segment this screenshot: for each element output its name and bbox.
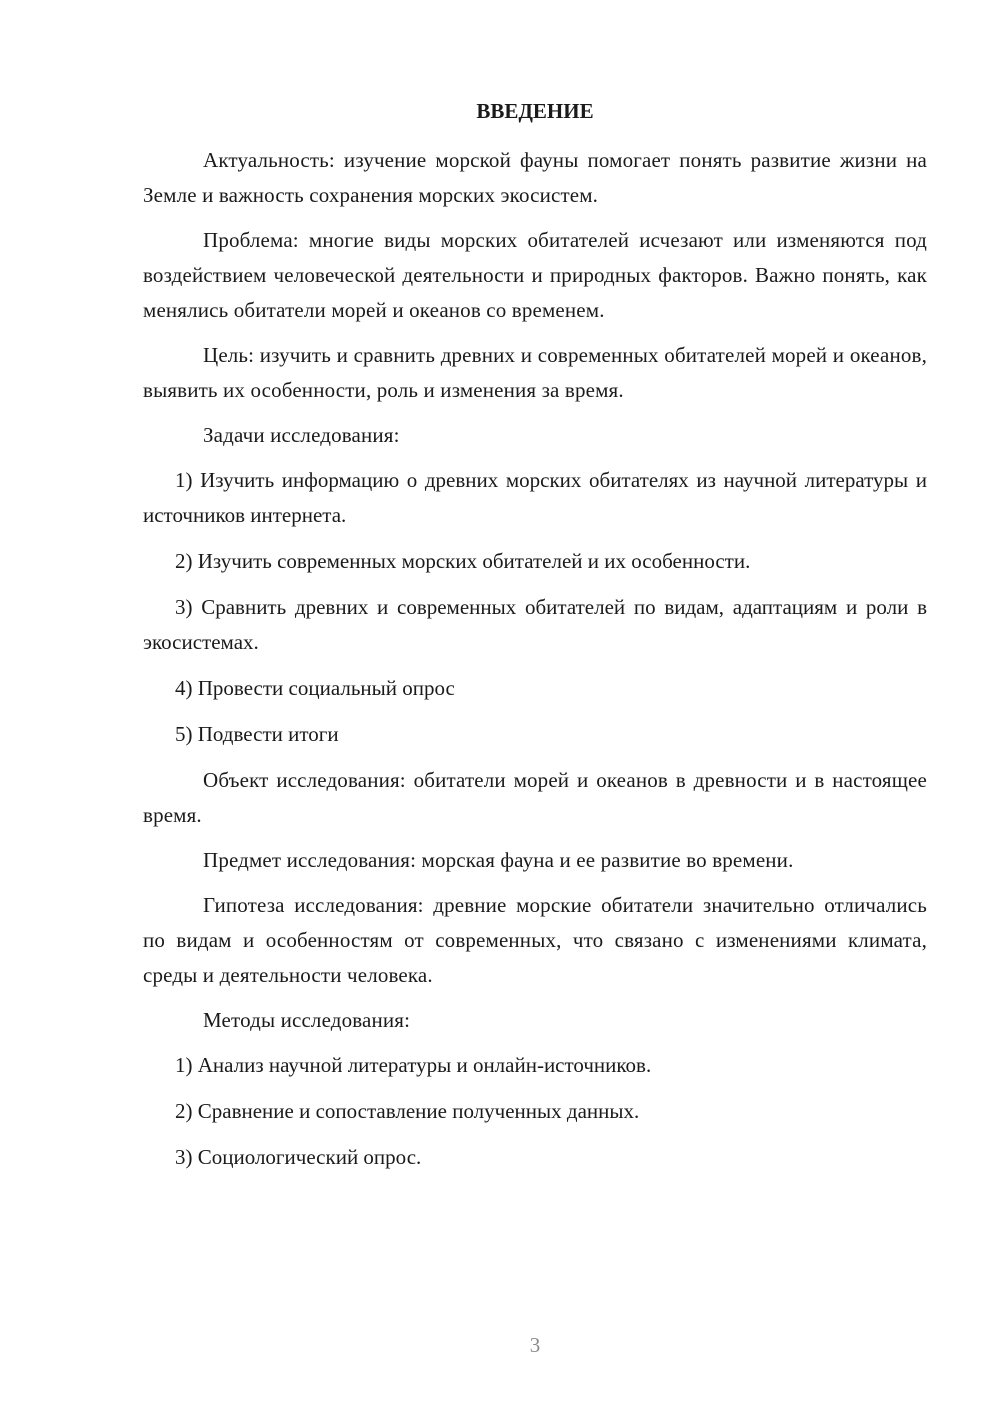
paragraph-hypothesis: Гипотеза исследования: древние морские обитатели значительно отличались по видам и особенностям от современных, что связано с изменениями климата, среды и деятельности человека.	[143, 893, 927, 987]
task-item: 5) Подвести итоги	[175, 722, 339, 746]
paragraph-problem: Проблема: многие виды морских обитателей исчезают или изменяются под воздействием человеческой деятельности и природных факторов. Важно понять, как менялись обитатели морей и океанов со временем.	[143, 228, 927, 322]
method-item: 2) Сравнение и сопоставление полученных данных.	[175, 1099, 640, 1123]
task-item: 3) Сравнить древних и современных обитателей по видам, адаптациям и роли в экосистемах.	[143, 595, 927, 654]
paragraph-subject: Предмет исследования: морская фауна и ее развитие во времени.	[203, 848, 794, 872]
paragraph-methods-heading: Методы исследования:	[203, 1008, 411, 1032]
task-item: 1) Изучить информацию о древних морских обитателях из научной литературы и источников интернета.	[143, 468, 927, 527]
task-item: 4) Провести социальный опрос	[175, 676, 455, 700]
page-number: 3	[529, 1333, 541, 1357]
document-page	[143, 96, 927, 1186]
task-item: 2) Изучить современных морских обитателей и их особенности.	[175, 549, 751, 573]
paragraph-object: Объект исследования: обитатели морей и океанов в древности и в настоящее время.	[143, 768, 927, 827]
paragraph-tasks-heading: Задачи исследования:	[203, 423, 400, 447]
paragraph-relevance: Актуальность: изучение морской фауны помогает понять развитие жизни на Земле и важность сохранения морских экосистем.	[143, 148, 927, 207]
method-item: 1) Анализ научной литературы и онлайн-источников.	[175, 1053, 652, 1077]
page-title: ВВЕДЕНИЕ	[476, 99, 594, 123]
method-item: 3) Социологический опрос.	[175, 1145, 422, 1169]
paragraph-goal: Цель: изучить и сравнить древних и современных обитателей морей и океанов, выявить их особенности, роль и изменения за время.	[143, 343, 927, 402]
